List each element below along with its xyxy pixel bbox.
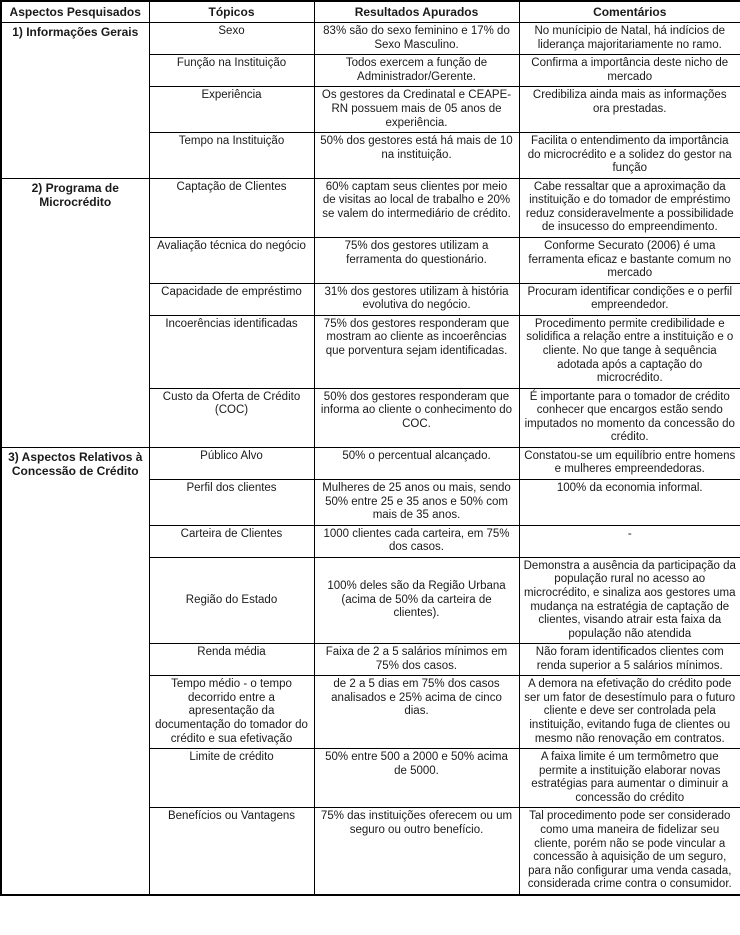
comment-cell: Não foram identificados clientes com renda superior a 5 salários mínimos. xyxy=(519,644,740,676)
result-cell: 75% dos gestores responderam que mostram ao cliente as incoerências que porventura sejam identificadas. xyxy=(314,315,519,388)
comment-cell: A demora na efetivação do crédito pode ser um fator de desestímulo para o futuro cliente e deve ser controlada pela instituição, evitando fuga de clientes ou mesmo não renovação em contratos. xyxy=(519,676,740,749)
comment-cell: É importante para o tomador de crédito conhecer que encargos estão sendo imputados no momento da concessão do crédito. xyxy=(519,388,740,447)
topic-cell: Benefícios ou Vantagens xyxy=(149,808,314,895)
result-cell: 50% dos gestores está há mais de 10 na instituição. xyxy=(314,133,519,179)
result-cell: de 2 a 5 dias em 75% dos casos analisados e 25% acima de cinco dias. xyxy=(314,676,519,749)
comment-cell: Conforme Securato (2006) é uma ferramenta eficaz e bastante comum no mercado xyxy=(519,238,740,284)
topic-cell: Captação de Clientes xyxy=(149,178,314,237)
topic-cell: Experiência xyxy=(149,87,314,133)
comment-cell: Procedimento permite credibilidade e solidifica a relação entre a instituição e o cliente. No que tange à sequência adotada após a captação do microcrédito. xyxy=(519,315,740,388)
topic-cell: Avaliação técnica do negócio xyxy=(149,238,314,284)
comment-cell: Demonstra a ausência da participação da população rural no acesso ao microcrédito, e sinaliza aos gestores uma mudança na estratégia de captação de clientes, visando atrair esta faixa da população não atendida xyxy=(519,557,740,643)
result-cell: 31% dos gestores utilizam à história evolutiva do negócio. xyxy=(314,283,519,315)
topic-cell: Capacidade de empréstimo xyxy=(149,283,314,315)
result-cell: Os gestores da Credinatal e CEAPE-RN possuem mais de 05 anos de experiência. xyxy=(314,87,519,133)
header-resultados-apurados: Resultados Apurados xyxy=(314,1,519,23)
comment-cell: Cabe ressaltar que a aproximação da instituição e do tomador de empréstimo reduz consideravelmente a possibilidade de insucesso do empreendimento. xyxy=(519,178,740,237)
comment-cell: 100% da economia informal. xyxy=(519,480,740,526)
header-row xyxy=(1,1,740,23)
section-label-programa-microcredito: 2) Programa de Microcrédito xyxy=(1,178,149,447)
result-cell: 50% o percentual alcançado. xyxy=(314,447,519,479)
comment-cell: - xyxy=(519,525,740,557)
header-topicos: Tópicos xyxy=(149,1,314,23)
topic-cell: Sexo xyxy=(149,23,314,55)
result-cell: 83% são do sexo feminino e 17% do Sexo Masculino. xyxy=(314,23,519,55)
topic-cell: Limite de crédito xyxy=(149,749,314,808)
topic-cell: Região do Estado xyxy=(149,557,314,643)
result-cell: 1000 clientes cada carteira, em 75% dos casos. xyxy=(314,525,519,557)
table-row xyxy=(1,23,740,55)
result-cell: 50% dos gestores responderam que informa ao cliente o conhecimento do COC. xyxy=(314,388,519,447)
header-comentarios: Comentários xyxy=(519,1,740,23)
section-label-concessao-credito: 3) Aspectos Relativos à Concessão de Crédito xyxy=(1,447,149,894)
header-aspectos-pesquisados: Aspectos Pesquisados xyxy=(1,1,149,23)
comment-cell: A faixa limite é um termômetro que permite a instituição elaborar novas estratégias para aumentar o diminuir a concessão do crédito xyxy=(519,749,740,808)
result-cell: 75% dos gestores utilizam a ferramenta do questionário. xyxy=(314,238,519,284)
result-cell: 50% entre 500 a 2000 e 50% acima de 5000. xyxy=(314,749,519,808)
comment-cell: Credibiliza ainda mais as informações ora prestadas. xyxy=(519,87,740,133)
topic-cell: Tempo na Instituição xyxy=(149,133,314,179)
comment-cell: No munícipio de Natal, há indícios de liderança majoritariamente no ramo. xyxy=(519,23,740,55)
comment-cell: Constatou-se um equilíbrio entre homens e mulheres empreendedoras. xyxy=(519,447,740,479)
topic-cell: Renda média xyxy=(149,644,314,676)
comment-cell: Confirma a importância deste nicho de mercado xyxy=(519,55,740,87)
section-label-informacoes-gerais: 1) Informações Gerais xyxy=(1,23,149,179)
result-cell: Faixa de 2 a 5 salários mínimos em 75% dos casos. xyxy=(314,644,519,676)
result-cell: 100% deles são da Região Urbana (acima de 50% da carteira de clientes). xyxy=(314,557,519,643)
result-cell: Todos exercem a função de Administrador/Gerente. xyxy=(314,55,519,87)
result-cell: 75% das instituições oferecem ou um seguro ou outro benefício. xyxy=(314,808,519,895)
table-row xyxy=(1,447,740,479)
topic-cell: Tempo médio - o tempo decorrido entre a apresentação da documentação do tomador do crédito e sua efetivação xyxy=(149,676,314,749)
result-cell: 60% captam seus clientes por meio de visitas ao local de trabalho e 20% se valem do intermediário de crédito. xyxy=(314,178,519,237)
topic-cell: Carteira de Clientes xyxy=(149,525,314,557)
topic-cell: Incoerências identificadas xyxy=(149,315,314,388)
topic-cell: Perfil dos clientes xyxy=(149,480,314,526)
result-cell: Mulheres de 25 anos ou mais, sendo 50% entre 25 e 35 anos e 50% com mais de 35 anos. xyxy=(314,480,519,526)
topic-cell: Custo da Oferta de Crédito (COC) xyxy=(149,388,314,447)
topic-cell: Função na Instituição xyxy=(149,55,314,87)
comment-cell: Facilita o entendimento da importância do microcrédito e a solidez do gestor na função xyxy=(519,133,740,179)
comment-cell: Procuram identificar condições e o perfil empreendedor. xyxy=(519,283,740,315)
table-row xyxy=(1,178,740,237)
comment-cell: Tal procedimento pode ser considerado como uma maneira de fidelizar seu cliente, porém não se pode vincular a concessão à aquisição de um seguro, para não configurar uma venda casada, considerada crime contra o consumidor. xyxy=(519,808,740,895)
topic-cell: Público Alvo xyxy=(149,447,314,479)
